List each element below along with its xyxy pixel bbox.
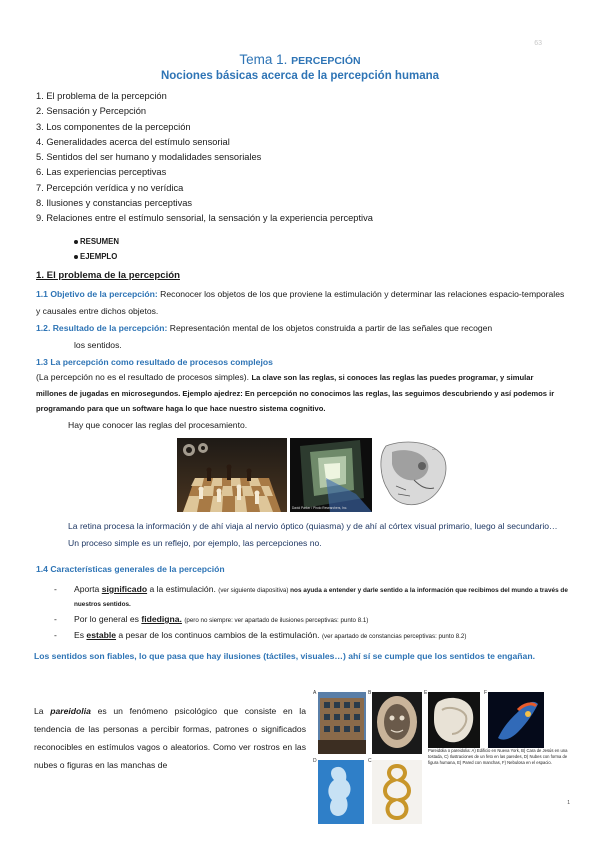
chess-photo bbox=[177, 438, 287, 512]
figure-label-e: E bbox=[424, 690, 428, 696]
paragraph-1-2 bbox=[36, 320, 566, 353]
pareidolia-wall-photo bbox=[428, 692, 480, 748]
footer-page-number: 1 bbox=[567, 800, 570, 806]
paragraph-1-3 bbox=[36, 370, 566, 417]
item-text: Es bbox=[74, 630, 87, 640]
table-of-contents bbox=[36, 89, 373, 227]
label-1-2: 1.2. Resultado de la percepción: bbox=[36, 323, 168, 333]
figure-label-c: C bbox=[368, 758, 372, 764]
bullet-item-resumen bbox=[74, 234, 119, 249]
pareidolia-text: es un fenómeno psicológico que consiste en la tendencia de las personas a percibir formas, patrones o significados reconocibles en estímulos vagos o aleatorios. Como ver rostros en las nubes o figuras en las manchas de bbox=[34, 706, 306, 770]
pareidolia-nebula-photo bbox=[488, 692, 544, 748]
item-keyword: significado bbox=[101, 584, 148, 594]
item-note: (ver apartado de constancias perceptivas: punto 8.2) bbox=[321, 633, 467, 640]
item-note: (pero no siempre: ver apartado de ilusiones perceptivas: punto 8.1) bbox=[184, 617, 369, 624]
list-item bbox=[54, 583, 574, 611]
heading-1-3: 1.3 La percepción como resultado de procesos complejos bbox=[36, 357, 273, 367]
toc-item: 5. Sentidos del ser humano y modalidades sensoriales bbox=[36, 152, 262, 163]
paragraph-1-1 bbox=[36, 286, 566, 319]
figure-label-a: A bbox=[313, 690, 317, 696]
building-illustration bbox=[318, 692, 366, 754]
rules-note: Hay que conocer las reglas del procesamiento. bbox=[68, 420, 248, 430]
pareidolia-term: pareidolia bbox=[50, 706, 91, 716]
text-1-2: Representación mental de los objetos construida a partir de las señales que recogen bbox=[169, 323, 493, 333]
item-text: Por lo general es bbox=[74, 614, 142, 624]
toc-item: 4. Generalidades acerca del estímulo sensorial bbox=[36, 136, 230, 147]
chess-illustration bbox=[177, 438, 287, 512]
characteristics-list bbox=[54, 583, 574, 645]
figure-caption: Pareidolia o pareidolia: A) Edificio en Nueva York, B) Cara de Jesús en una tostada, C) Ilustraciones de un feto en las paredes, D) Nubes con forma de figura humana, E) Pared con manchas, F) Nebulosa en el espacio. bbox=[428, 748, 568, 765]
toast-illustration bbox=[372, 692, 422, 754]
wall-stain-illustration bbox=[428, 692, 480, 748]
toc-item: 3. Los componentes de la percepción bbox=[36, 121, 191, 132]
item-text: Aporta bbox=[74, 584, 102, 594]
senses-note: Los sentidos son fiables, lo que pasa que hay ilusiones (táctiles, visuales…) ahí sí se cumple que los sentidos te engañan. bbox=[34, 651, 535, 661]
page-number: 63 bbox=[534, 40, 542, 47]
label-1-1: 1.1 Objetivo de la percepción: bbox=[36, 289, 158, 299]
dash-icon: - bbox=[54, 584, 57, 594]
item-text: a pesar de los continuos cambios de la estimulación. bbox=[116, 630, 322, 640]
list-item bbox=[54, 629, 574, 643]
title-small: PERCEPCIÓN bbox=[291, 55, 361, 67]
pareidolia-pre: La bbox=[34, 706, 51, 716]
text-1-1: Reconocer los objetos de los que proviene la estimulación y determinar las relaciones espacio-temporales y causales entre dichos objetos. bbox=[36, 289, 565, 316]
toc-item: 1. El problema de la percepción bbox=[36, 91, 167, 101]
figure-label-f: F bbox=[484, 690, 488, 696]
heading-1-4: 1.4 Características generales de la percepción bbox=[36, 564, 225, 574]
figure-label-d: D bbox=[313, 758, 317, 764]
page-subtitle: Nociones básicas acerca de la percepción humana bbox=[160, 70, 440, 82]
nebula-illustration bbox=[488, 692, 544, 748]
pareidolia-pretzel-photo bbox=[372, 760, 422, 824]
computer-photo bbox=[290, 438, 372, 512]
toc-item: 7. Percepción verídica y no verídica bbox=[36, 182, 184, 193]
pareidolia-building-photo bbox=[318, 692, 366, 754]
item-note: (ver siguiente diapositiva) bbox=[218, 587, 291, 594]
text-1-2-cont: los sentidos. bbox=[74, 339, 122, 350]
bullet-label: RESUMEN bbox=[80, 237, 119, 246]
figure-label-b: B bbox=[368, 690, 372, 696]
page-title bbox=[0, 52, 600, 67]
title-main: Tema 1. bbox=[239, 52, 288, 67]
pretzel-illustration bbox=[372, 760, 422, 824]
bullet-item-ejemplo bbox=[74, 249, 119, 264]
dash-icon: - bbox=[54, 630, 57, 640]
section-1-heading: 1. El problema de la percepción bbox=[36, 270, 180, 281]
text-1-3: (La percepción no es el resultado de procesos simples). bbox=[36, 372, 250, 382]
pareidolia-toast-photo bbox=[372, 692, 422, 754]
pareidolia-cloud-photo bbox=[318, 760, 364, 824]
diagram-tick: — bbox=[432, 446, 436, 451]
bullet-dot-icon bbox=[74, 255, 78, 259]
brain-diagram bbox=[376, 438, 452, 512]
item-keyword: estable bbox=[86, 630, 117, 640]
text-1-3-rules: La clave son las reglas, si conoces las reglas las puedes programar, y simular millones de jugadas en microsegundos. Ejemplo ajedrez: En percepción no conocimos las reglas, las seguimos descubriendo y así podemos ir programando para que un software haga lo que hace nuestro sistema cognitivo. bbox=[36, 373, 555, 413]
toc-item: 2. Sensación y Percepción bbox=[36, 106, 147, 117]
brain-illustration bbox=[376, 438, 452, 512]
dash-icon: - bbox=[54, 614, 57, 624]
item-note-bold: nos ayuda a entender y darle sentido a la información que recibimos del mundo a través de nuestros sentidos. bbox=[74, 587, 568, 608]
photo-credit: David Parker / Photo Researchers, Inc. bbox=[292, 506, 348, 510]
computer-illustration bbox=[290, 438, 372, 512]
pareidolia-paragraph bbox=[34, 702, 306, 774]
item-keyword: fidedigna. bbox=[141, 614, 182, 624]
bullet-list bbox=[74, 234, 119, 264]
retina-note: La retina procesa la información y de ahí viaja al nervio óptico (quiasma) y de ahí al córtex visual primario, luego al secundario… Un proceso simple es un reflejo, por ejemplo, las percepciones no. bbox=[68, 521, 558, 548]
cloud-illustration bbox=[318, 760, 364, 824]
bullet-dot-icon bbox=[74, 240, 78, 244]
toc-item: 6. Las experiencias perceptivas bbox=[36, 167, 167, 178]
item-text: a la estimulación. bbox=[147, 584, 219, 594]
list-item bbox=[54, 613, 574, 627]
toc-item: 8. Ilusiones y constancias perceptivas bbox=[36, 198, 193, 209]
bullet-label: EJEMPLO bbox=[80, 252, 118, 261]
toc-item: 9. Relaciones entre el estímulo sensorial, la sensación y la experiencia perceptiva bbox=[36, 213, 373, 224]
